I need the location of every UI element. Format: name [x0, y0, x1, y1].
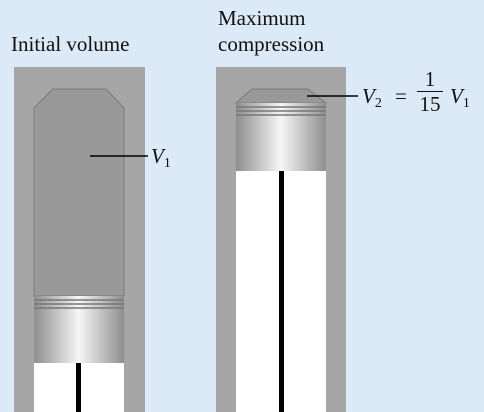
fraction-denominator: 15	[419, 92, 441, 116]
right-panel-title-line1: Maximum	[218, 6, 306, 30]
left-volume-label	[151, 144, 171, 172]
lhs-subscript: 2	[374, 96, 382, 111]
lhs-term	[362, 84, 382, 112]
volume-symbol: V	[151, 144, 164, 168]
left-cylinder	[14, 67, 148, 412]
fraction	[417, 68, 443, 115]
rhs-symbol: V	[450, 84, 463, 108]
right-piston	[236, 103, 326, 171]
equals-sign: =	[395, 84, 407, 108]
volume-subscript: 1	[163, 156, 171, 171]
right-cylinder	[216, 67, 358, 412]
left-panel-title: Initial volume	[11, 32, 130, 56]
left-connecting-rod	[76, 363, 81, 412]
right-connecting-rod	[279, 171, 284, 412]
left-chamber	[34, 89, 124, 296]
rhs-subscript: 1	[462, 96, 470, 111]
fraction-numerator: 1	[424, 67, 436, 91]
rhs-term	[450, 84, 470, 112]
right-panel-title-line2: compression	[218, 32, 325, 56]
left-piston	[34, 296, 124, 363]
lhs-symbol: V	[362, 84, 375, 108]
